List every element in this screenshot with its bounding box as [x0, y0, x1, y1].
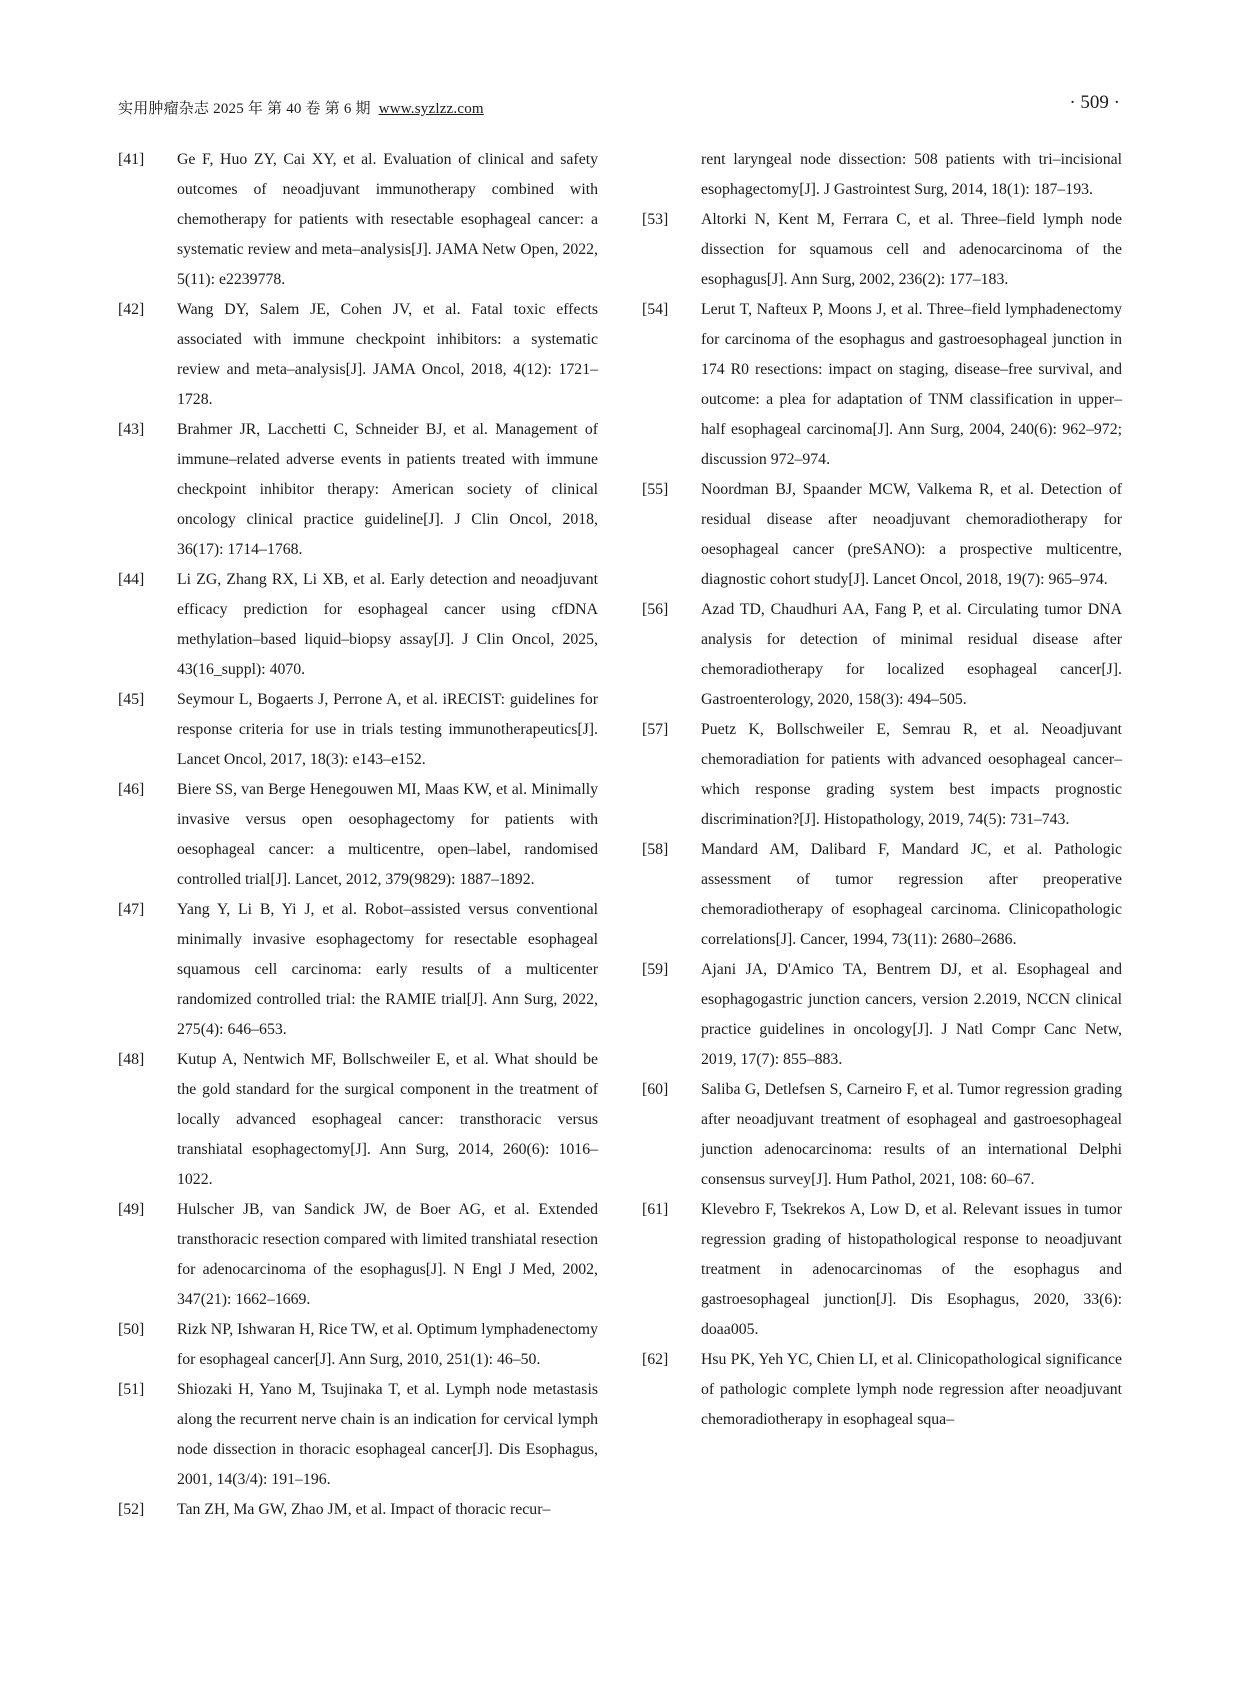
- reference-number: [58]: [642, 841, 669, 858]
- reference-text: Altorki N, Kent M, Ferrara C, et al. Three–field lymph node dissection for squamous cell and adenocarcinoma of the esophagus[J]. Ann Surg, 2002, 236(2): 177–183.: [701, 211, 1122, 288]
- reference-number: [52]: [118, 1501, 145, 1518]
- reference-item: [642, 205, 1122, 295]
- reference-text: Hsu PK, Yeh YC, Chien LI, et al. Clinicopathological significance of pathologic complete lymph node regression after neoadjuvant chemoradiotherapy in esophageal squa–: [701, 1351, 1122, 1428]
- reference-number: [62]: [642, 1351, 669, 1368]
- reference-text: Saliba G, Detlefsen S, Carneiro F, et al. Tumor regression grading after neoadjuvant treatment of esophageal and gastroesophageal junction adenocarcinoma: results of an international Delphi consensus survey[J]. Hum Pathol, 2021, 108: 60–67.: [701, 1081, 1122, 1188]
- reference-item: [118, 775, 598, 895]
- reference-number: [54]: [642, 301, 669, 318]
- reference-continuation: [642, 145, 1122, 205]
- reference-number: [41]: [118, 151, 145, 168]
- reference-text: Azad TD, Chaudhuri AA, Fang P, et al. Circulating tumor DNA analysis for detection of minimal residual disease after chemoradiotherapy for localized esophageal cancer[J]. Gastroenterology, 2020, 158(3): 494–505.: [701, 601, 1122, 708]
- reference-text: Brahmer JR, Lacchetti C, Schneider BJ, et al. Management of immune–related adverse events in patients treated with immune checkpoint inhibitor therapy: American society of clinical oncology clinical practice guideline[J]. J Clin Oncol, 2018, 36(17): 1714–1768.: [177, 421, 598, 558]
- reference-column-right: [642, 145, 1122, 1435]
- reference-item: [118, 1315, 598, 1375]
- reference-number: [57]: [642, 721, 669, 738]
- reference-item: [118, 685, 598, 775]
- reference-item: [118, 1495, 598, 1525]
- reference-text: rent laryngeal node dissection: 508 patients with tri–incisional esophagectomy[J]. J Gastrointest Surg, 2014, 18(1): 187–193.: [701, 151, 1122, 198]
- reference-item: [642, 715, 1122, 835]
- reference-number: [59]: [642, 961, 669, 978]
- reference-item: [118, 1195, 598, 1315]
- reference-item: [118, 1045, 598, 1195]
- reference-text: Tan ZH, Ma GW, Zhao JM, et al. Impact of thoracic recur–: [177, 1501, 551, 1518]
- reference-number: [49]: [118, 1201, 145, 1218]
- reference-item: [642, 835, 1122, 955]
- reference-number: [45]: [118, 691, 145, 708]
- reference-text: Noordman BJ, Spaander MCW, Valkema R, et al. Detection of residual disease after neoadjuvant chemoradiotherapy for oesophageal cancer (preSANO): a prospective multicentre, diagnostic cohort study[J]. Lancet Oncol, 2018, 19(7): 965–974.: [701, 481, 1122, 588]
- reference-number: [61]: [642, 1201, 669, 1218]
- journal-url[interactable]: www.syzlzz.com: [378, 101, 484, 117]
- reference-number: [60]: [642, 1081, 669, 1098]
- reference-number: [50]: [118, 1321, 145, 1338]
- reference-item: [642, 595, 1122, 715]
- reference-text: Seymour L, Bogaerts J, Perrone A, et al. iRECIST: guidelines for response criteria for use in trials testing immunotherapeutics[J]. Lancet Oncol, 2017, 18(3): e143–e152.: [177, 691, 598, 768]
- reference-item: [642, 955, 1122, 1075]
- reference-number: [48]: [118, 1051, 145, 1068]
- reference-number: [46]: [118, 781, 145, 798]
- reference-number: [55]: [642, 481, 669, 498]
- reference-item: [118, 295, 598, 415]
- reference-item: [642, 1075, 1122, 1195]
- reference-text: Li ZG, Zhang RX, Li XB, et al. Early detection and neoadjuvant efficacy prediction for esophageal cancer using cfDNA methylation–based liquid–biopsy assay[J]. J Clin Oncol, 2025, 43(16_suppl): 4070.: [177, 571, 598, 678]
- reference-number: [43]: [118, 421, 145, 438]
- reference-text: Ge F, Huo ZY, Cai XY, et al. Evaluation of clinical and safety outcomes of neoadjuvant immunotherapy combined with chemotherapy for patients with resectable esophageal cancer: a systematic review and meta–analysis[J]. JAMA Netw Open, 2022, 5(11): e2239778.: [177, 151, 598, 288]
- running-header: [118, 92, 1120, 122]
- reference-item: [118, 1375, 598, 1495]
- reference-number: [51]: [118, 1381, 145, 1398]
- reference-item: [642, 1345, 1122, 1435]
- reference-item: [118, 415, 598, 565]
- reference-text: Lerut T, Nafteux P, Moons J, et al. Three–field lymphadenectomy for carcinoma of the esophagus and gastroesophageal junction in 174 R0 resections: impact on staging, disease–free survival, and outcome: a plea for adaptation of TNM classification in upper–half esophageal carcinoma[J]. Ann Surg, 2004, 240(6): 962–972; discussion 972–974.: [701, 301, 1122, 468]
- reference-number: [47]: [118, 901, 145, 918]
- reference-column-left: [118, 145, 598, 1525]
- reference-text: Wang DY, Salem JE, Cohen JV, et al. Fatal toxic effects associated with immune checkpoint inhibitors: a systematic review and meta–analysis[J]. JAMA Oncol, 2018, 4(12): 1721–1728.: [177, 301, 598, 408]
- reference-number: [53]: [642, 211, 669, 228]
- page-number: · 509 ·: [1069, 92, 1120, 113]
- reference-text: Yang Y, Li B, Yi J, et al. Robot–assisted versus conventional minimally invasive esophagectomy for resectable esophageal squamous cell carcinoma: early results of a multicenter randomized controlled trial: the RAMIE trial[J]. Ann Surg, 2022, 275(4): 646–653.: [177, 901, 598, 1038]
- reference-text: Biere SS, van Berge Henegouwen MI, Maas KW, et al. Minimally invasive versus open oesophagectomy for patients with oesophageal cancer: a multicentre, open–label, randomised controlled trial[J]. Lancet, 2012, 379(9829): 1887–1892.: [177, 781, 598, 888]
- reference-item: [118, 895, 598, 1045]
- reference-text: Ajani JA, D'Amico TA, Bentrem DJ, et al. Esophageal and esophagogastric junction cancers, version 2.2019, NCCN clinical practice guidelines in oncology[J]. J Natl Compr Canc Netw, 2019, 17(7): 855–883.: [701, 961, 1122, 1068]
- reference-item: [118, 145, 598, 295]
- reference-text: Mandard AM, Dalibard F, Mandard JC, et al. Pathologic assessment of tumor regression after preoperative chemoradiotherapy of esophageal carcinoma. Clinicopathologic correlations[J]. Cancer, 1994, 73(11): 2680–2686.: [701, 841, 1122, 948]
- reference-text: Rizk NP, Ishwaran H, Rice TW, et al. Optimum lymphadenectomy for esophageal cancer[J]. Ann Surg, 2010, 251(1): 46–50.: [177, 1321, 598, 1368]
- reference-item: [642, 475, 1122, 595]
- reference-number: [42]: [118, 301, 145, 318]
- journal-citation: 实用肿瘤杂志 2025 年 第 40 卷 第 6 期: [118, 101, 371, 117]
- reference-text: Kutup A, Nentwich MF, Bollschweiler E, et al. What should be the gold standard for the surgical component in the treatment of locally advanced esophageal cancer: transthoracic versus transhiatal esophagectomy[J]. Ann Surg, 2014, 260(6): 1016–1022.: [177, 1051, 598, 1188]
- reference-item: [642, 295, 1122, 475]
- reference-text: Puetz K, Bollschweiler E, Semrau R, et al. Neoadjuvant chemoradiation for patients with advanced oesophageal cancer–which response grading system best impacts prognostic discrimination?[J]. Histopathology, 2019, 74(5): 731–743.: [701, 721, 1122, 828]
- reference-text: Klevebro F, Tsekrekos A, Low D, et al. Relevant issues in tumor regression grading of histopathological response to neoadjuvant treatment in adenocarcinomas of the esophagus and gastroesophageal junction[J]. Dis Esophagus, 2020, 33(6): doaa005.: [701, 1201, 1122, 1338]
- reference-text: Shiozaki H, Yano M, Tsujinaka T, et al. Lymph node metastasis along the recurrent nerve chain is an indication for cervical lymph node dissection in thoracic esophageal cancer[J]. Dis Esophagus, 2001, 14(3/4): 191–196.: [177, 1381, 598, 1488]
- reference-item: [642, 1195, 1122, 1345]
- reference-item: [118, 565, 598, 685]
- reference-text: Hulscher JB, van Sandick JW, de Boer AG, et al. Extended transthoracic resection compared with limited transhiatal resection for adenocarcinoma of the esophagus[J]. N Engl J Med, 2002, 347(21): 1662–1669.: [177, 1201, 598, 1308]
- reference-number: [56]: [642, 601, 669, 618]
- journal-info: [118, 97, 484, 118]
- reference-number: [44]: [118, 571, 145, 588]
